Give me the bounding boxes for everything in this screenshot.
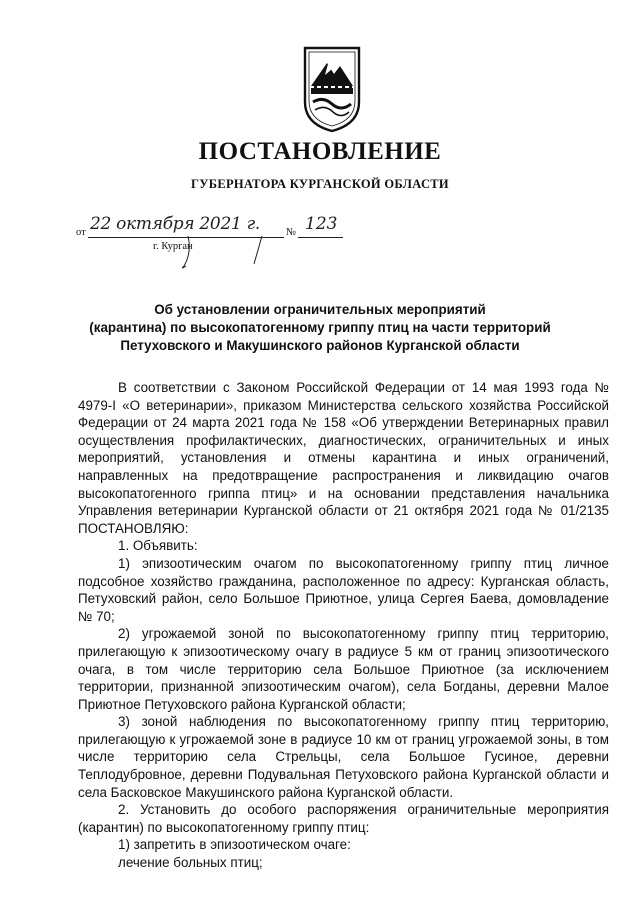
intro-paragraph: В соответствии с Законом Российской Федерации от 14 мая 1993 года № 4979-I «О ветеринарии», приказом Министерства сельского хозяйства Российской Федерации от 24 марта 2021 года № 158 «Об утверждении Ветеринарных правил осуществления профилактических, диагностических, ограничительных и иных мероприятий, установления и отмены карантина и иных ограничений, направленных на предотвращение распространения и ликвидацию очагов высокопатогенного гриппа птиц» и на основании представления начальника Управления ветеринарии Курганской области от 21 октября 2021 года № 01/2135 ПОСТАНОВЛЯЮ: (78, 380, 609, 536)
heading-line-1: Об установлении ограничительных мероприятий (154, 302, 486, 317)
date-prefix: от (76, 227, 86, 238)
paragraph-1-2: 2) угрожаемой зоной по высокопатогенному гриппу птиц территорию, прилегающую к эпизоотическому очагу в радиусе 5 км от границ эпизоотического очага, в том числе территорию села Большое Приютное (за исключением территории, признанной эпизоотическим очагом), села Богданы, деревни Малое Приютное Петуховского района Курганской области; (78, 626, 609, 712)
handwritten-number: 123 (305, 214, 338, 234)
document-title: ПОСТАНОВЛЕНИЕ (198, 138, 442, 165)
kurgan-coat-of-arms-icon (301, 44, 363, 134)
document-heading (0, 301, 640, 354)
signature-stroke-icon (76, 214, 376, 274)
date-number-block (76, 214, 376, 274)
heading-line-2: (карантина) по высокопатогенному гриппу птиц на части территорий (89, 319, 551, 335)
paragraph-2-1-a: лечение больных птиц; (118, 855, 263, 871)
paragraph-2: 2. Установить до особого распоряжения ограничительные мероприятия (карантин) по высокопатогенному гриппу птиц: (78, 802, 609, 835)
paragraph-1-3: 3) зоной наблюдения по высокопатогенному гриппу птиц территорию, прилегающую к угрожаемой зоне в радиусе 10 км от границ угрожаемой зоны, в том числе территорию села Стрельцы, села Большое Гусиное, деревни Теплодубровное, деревни Подувальная Петуховского района Курганской области и села Басковское Макушинского района Курганской области. (78, 714, 609, 800)
heading-line-3: Петуховского и Макушинского районов Курганской области (120, 337, 520, 353)
document-body (78, 379, 609, 872)
document-subtitle: ГУБЕРНАТОРА КУРГАНСКОЙ ОБЛАСТИ (191, 177, 449, 191)
paragraph-1: 1. Объявить: (118, 538, 198, 554)
number-label: № (286, 227, 297, 238)
paragraph-1-1: 1) эпизоотическим очагом по высокопатогенному гриппу птиц личное подсобное хозяйство гражданина, расположенное по адресу: Курганская область, Петуховский район, село Большое Приютное, улица Сергея Баева, домовладение № 70; (78, 555, 609, 624)
paragraph-2-1: 1) запретить в эпизоотическом очаге: (118, 837, 351, 853)
handwritten-date: 22 октября 2021 г. (90, 214, 260, 234)
city-label: г. Курган (153, 241, 193, 252)
